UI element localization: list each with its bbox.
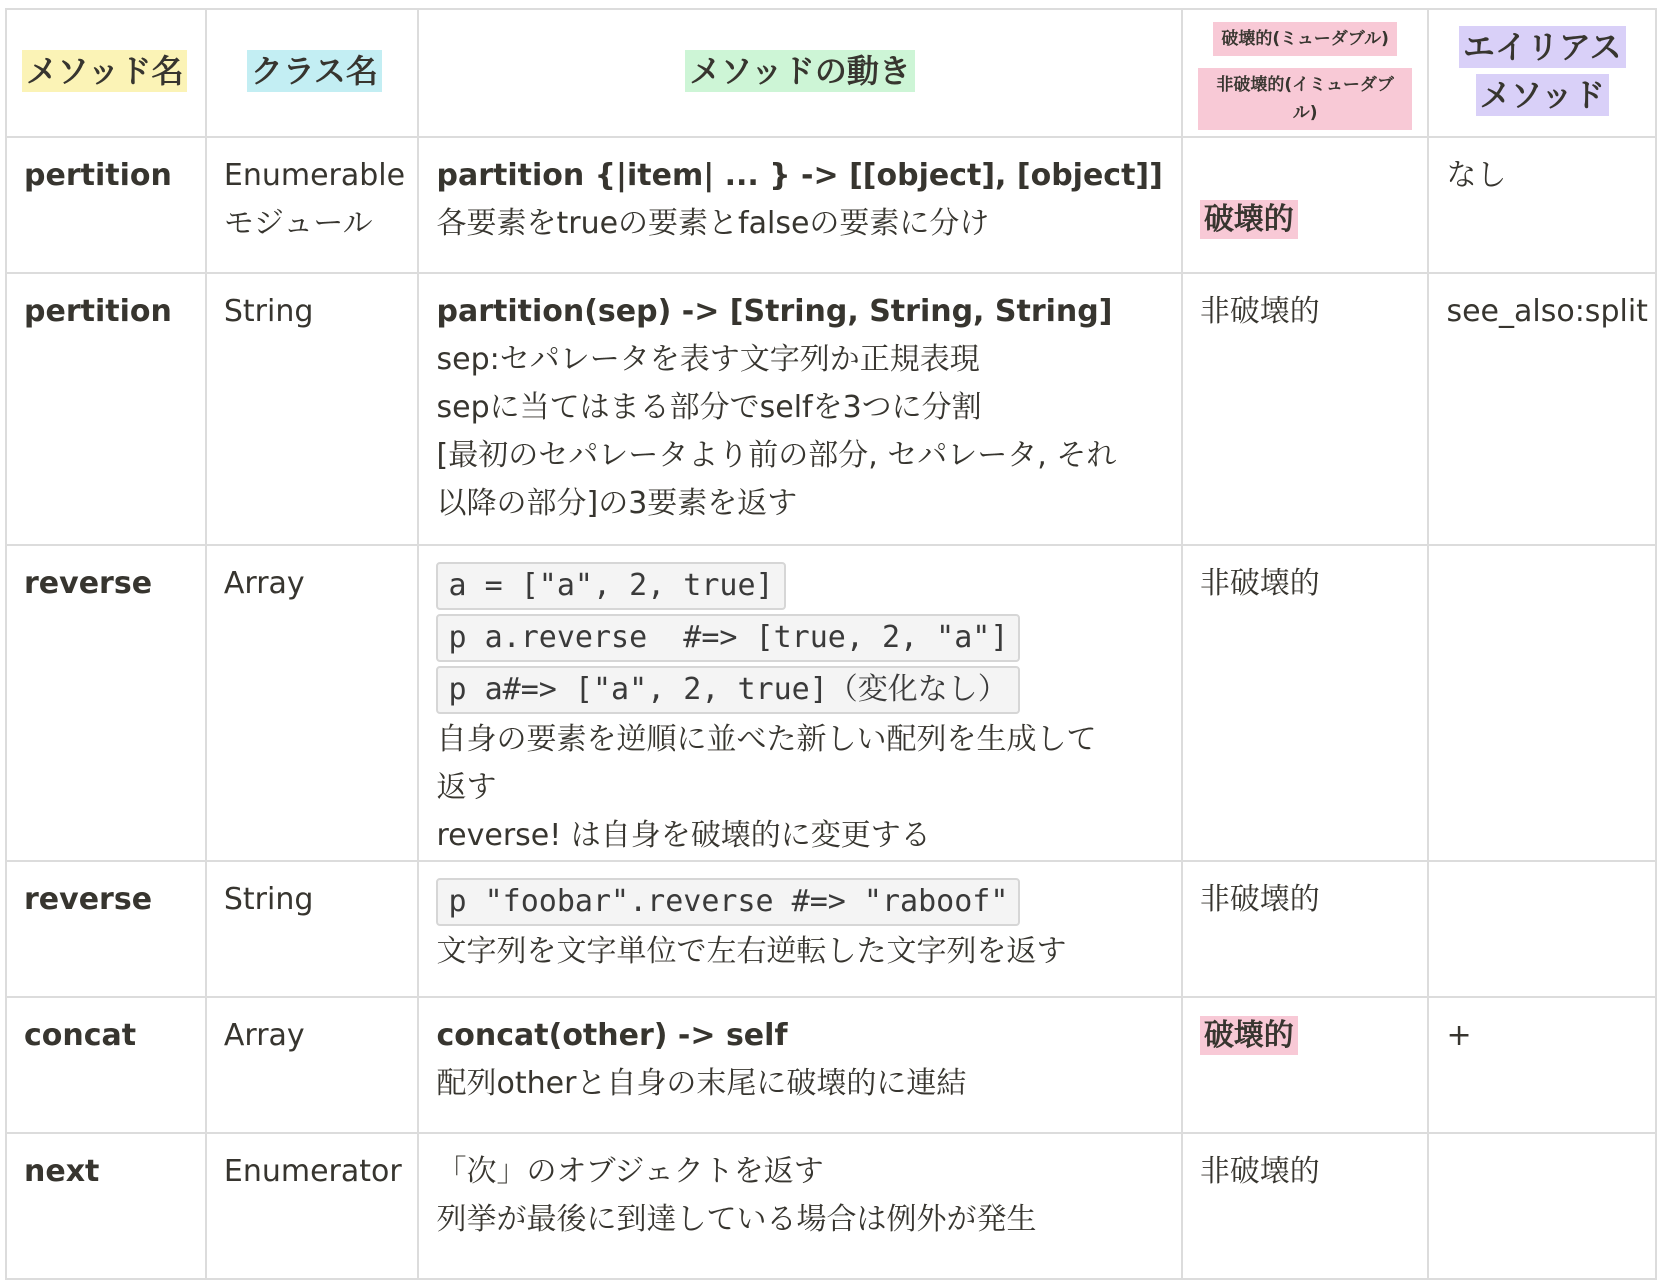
behavior-cell: partition {|item| ... } -> [[object], [object]] 各要素をtrueの要素とfalseの要素に分け <box>418 137 1181 273</box>
alias-cell: なし <box>1428 137 1656 273</box>
header-alias: エイリアス メソッド <box>1428 9 1656 137</box>
code-snippet: p a.reverse #=> [true, 2, "a"] <box>436 614 1020 662</box>
alias-cell: + <box>1428 997 1656 1133</box>
behavior-cell: p "foobar".reverse #=> "raboof" 文字列を文字単位で左右逆転した文字列を返す <box>418 861 1181 997</box>
alias-cell <box>1428 545 1656 861</box>
header-row <box>6 9 1656 137</box>
destructive-cell <box>1182 137 1429 273</box>
alias-cell <box>1428 861 1656 997</box>
table-row <box>6 861 1656 997</box>
class-name-cell: Array <box>206 545 419 861</box>
header-immutable: 非破壊的(イミューダブル) <box>1198 68 1413 130</box>
header-behavior: メソッドの動き <box>418 9 1181 137</box>
class-name-cell: Enumerator <box>206 1133 419 1279</box>
method-name-cell: pertition <box>6 137 206 273</box>
destructive-badge: 破壊的 <box>1200 200 1298 239</box>
table-row <box>6 997 1656 1133</box>
behavior-cell: concat(other) -> self 配列otherと自身の末尾に破壊的に連結 <box>418 997 1181 1133</box>
destructive-cell <box>1182 997 1429 1133</box>
table-row <box>6 1133 1656 1279</box>
method-name-cell: concat <box>6 997 206 1133</box>
code-snippet: a = ["a", 2, true] <box>436 562 785 610</box>
behavior-cell: partition(sep) -> [String, String, String] sep:セパレータを表す文字列か正規表現 sepに当てはまる部分でselfを3つに分割 [最初のセパレータより前の部分, セパレータ, それ 以降の部分]の3要素を返す <box>418 273 1181 545</box>
alias-cell <box>1428 1133 1656 1279</box>
behavior-cell: 「次」のオブジェクトを返す 列挙が最後に到達している場合は例外が発生 <box>418 1133 1181 1279</box>
class-name-cell: String <box>206 861 419 997</box>
header-class-name: クラス名 <box>206 9 419 137</box>
destructive-cell: 非破壊的 <box>1182 545 1429 861</box>
header-method-name: メソッド名 <box>6 9 206 137</box>
destructive-cell: 非破壊的 <box>1182 273 1429 545</box>
code-snippet: p "foobar".reverse #=> "raboof" <box>436 878 1020 926</box>
table-row <box>6 545 1656 861</box>
method-name-cell: pertition <box>6 273 206 545</box>
method-name-cell: reverse <box>6 545 206 861</box>
class-name-cell: String <box>206 273 419 545</box>
method-table <box>5 8 1657 1280</box>
behavior-cell: a = ["a", 2, true] p a.reverse #=> [true, 2, "a"] p a#=> ["a", 2, true]（変化なし） 自身の要素を逆順に並べた新しい配列を生成して 返す reverse! は自身を破壊的に変更する <box>418 545 1181 861</box>
header-mutable: 破壊的(ミューダブル) <box>1213 22 1397 56</box>
method-name-cell: next <box>6 1133 206 1279</box>
code-snippet: p a#=> ["a", 2, true]（変化なし） <box>436 666 1019 714</box>
table-row <box>6 273 1656 545</box>
alias-cell: see_also:split <box>1428 273 1656 545</box>
class-name-cell: Enumerable モジュール <box>206 137 419 273</box>
table-row <box>6 137 1656 273</box>
destructive-cell: 非破壊的 <box>1182 1133 1429 1279</box>
destructive-cell: 非破壊的 <box>1182 861 1429 997</box>
method-name-cell: reverse <box>6 861 206 997</box>
class-name-cell: Array <box>206 997 419 1133</box>
destructive-badge: 破壊的 <box>1200 1016 1298 1055</box>
header-destructive <box>1182 9 1429 137</box>
